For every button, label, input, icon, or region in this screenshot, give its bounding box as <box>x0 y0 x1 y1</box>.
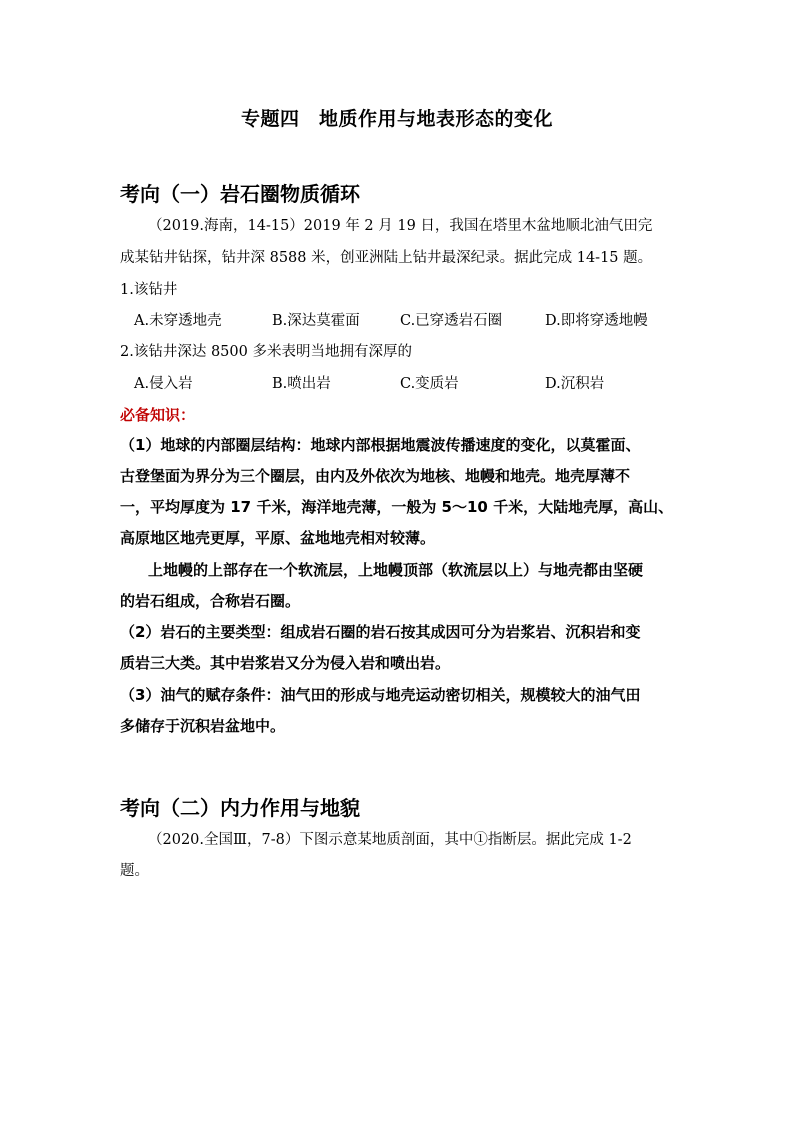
intro-line: 题。 <box>120 863 149 879</box>
knowledge-line: （2）岩石的主要类型：组成岩石圈的岩石按其成因可分为岩浆岩、沉积岩和变 <box>120 623 641 641</box>
knowledge-line: （3）油气的赋存条件：油气田的形成与地壳运动密切相关，规模较大的油气田 <box>120 686 641 704</box>
knowledge-line: 上地幔的上部存在一个软流层，上地幔顶部（软流层以上）与地壳都由坚硬 <box>148 561 644 579</box>
option-a: A.未穿透地壳 <box>134 313 222 329</box>
knowledge-line: 多储存于沉积岩盆地中。 <box>120 717 286 735</box>
document-title: 专题四 地质作用与地表形态的变化 <box>240 108 553 130</box>
intro-line: 成某钻井钻探，钻井深 8588 米，创亚洲陆上钻井最深纪录。据此完成 14-15 题。 <box>120 250 653 266</box>
intro-line: （2019.海南，14-15）2019 年 2 月 19 日，我国在塔里木盆地顺北油气田完 <box>148 218 653 234</box>
section-heading-2: 考向（二）内力作用与地貌 <box>120 796 360 820</box>
knowledge-line: 古登堡面为界分为三个圈层，由内及外依次为地核、地幔和地壳。地壳厚薄不 <box>120 467 631 485</box>
knowledge-label: 必备知识： <box>120 406 196 424</box>
knowledge-line: 一，平均厚度为 17 千米，海洋地壳薄，一般为 5～10 千米，大陆地壳厚，高山、 <box>120 498 674 516</box>
question-1-stem: 1.该钻井 <box>120 282 178 298</box>
question-2-options <box>134 374 694 394</box>
knowledge-line: 质岩三大类。其中岩浆岩又分为侵入岩和喷出岩。 <box>120 654 451 672</box>
section-heading-1: 考向（一）岩石圈物质循环 <box>120 182 360 206</box>
knowledge-line: （1）地球的内部圈层结构：地球内部根据地震波传播速度的变化，以莫霍面、 <box>120 436 641 454</box>
option-b: B.喷出岩 <box>272 376 331 392</box>
question-2-stem: 2.该钻井深达 8500 多米表明当地拥有深厚的 <box>120 344 412 360</box>
knowledge-line: 的岩石组成，合称岩石圈。 <box>120 592 301 610</box>
option-b: B.深达莫霍面 <box>272 313 360 329</box>
intro-line: （2020.全国Ⅲ，7-8）下图示意某地质剖面，其中①指断层。据此完成 1-2 <box>148 832 632 848</box>
option-a: A.侵入岩 <box>134 376 193 392</box>
option-c: C.变质岩 <box>400 376 459 392</box>
option-d: D.沉积岩 <box>545 376 605 392</box>
option-c: C.已穿透岩石圈 <box>400 313 503 329</box>
question-1-options <box>134 311 694 331</box>
knowledge-line: 高原地区地壳更厚，平原、盆地地壳相对较薄。 <box>120 529 436 547</box>
option-d: D.即将穿透地幔 <box>545 313 648 329</box>
